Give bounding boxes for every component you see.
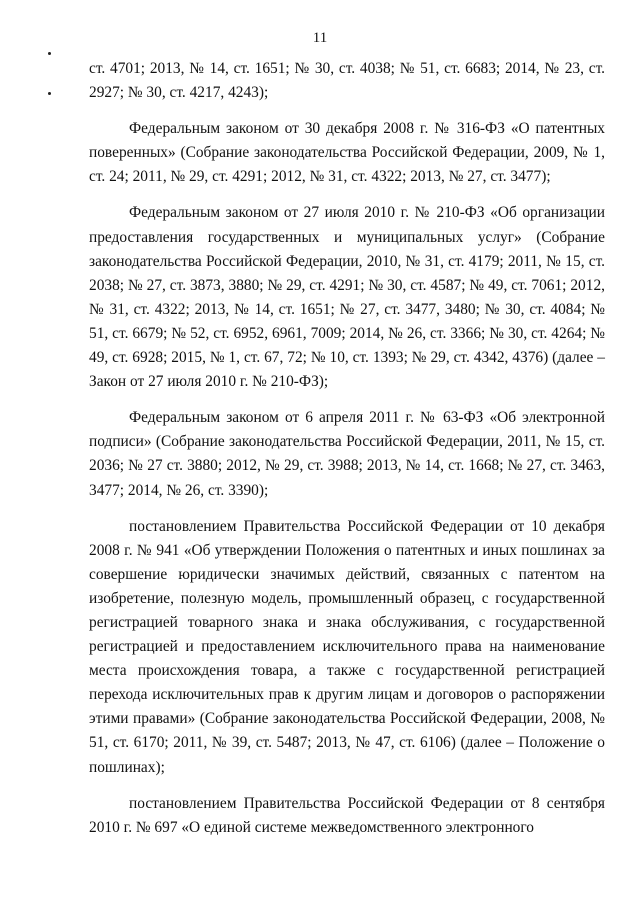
paragraph-law-316-fz: Федеральным законом от 30 декабря 2008 г. № 316-ФЗ «О патентных поверенных» (Собрание законодательства Российской Федерации, 2009, № 1, ст. 24; 2011, № 29, ст. 4291; 2012, № 31, ст. 4322; 2013, № 27, ст. 3477); <box>89 120 605 186</box>
paragraph-decree-941: постановлением Правительства Российской Федерации от 10 декабря 2008 г. № 941 «Об утверждении Положения о патентных и иных пошлинах за совершение юридически значимых действий, связанных с патентом на изобретение, полезную модель, промышленный образец, с государственной регистрацией товарного знака и знака обслуживания, с государственной регистрацией и предоставлением исключительного права на наименование места происхождения товара, а также с государственной регистрацией перехода исключительных прав к другим лицам и договоров о распоряжении этими правами» (Собрание законодательства Российской Федерации, 2008, № 51, ст. 6170; 2011, № 39, ст. 5487; 2013, № 47, ст. 6106) (далее – Положение о пошлинах); <box>89 517 605 776</box>
page-number: 11 <box>312 30 328 46</box>
paragraph-continuation: ст. 4701; 2013, № 14, ст. 1651; № 30, ст. 4038; № 51, ст. 6683; 2014, № 23, ст. 2927; № 30, ст. 4217, 4243); <box>89 60 605 102</box>
document-body <box>89 57 605 840</box>
paragraph-law-63-fz: Федеральным законом от 6 апреля 2011 г. № 63-ФЗ «Об электронной подписи» (Собрание законодательства Российской Федерации, 2011, № 15, ст. 2036; № 27 ст. 3880; 2012, № 29, ст. 3988; 2013, № 14, ст. 1668; № 27, ст. 3463, 3477; 2014, № 26, ст. 3390); <box>89 409 605 499</box>
scan-mark <box>48 92 51 95</box>
paragraph-law-210-fz: Федеральным законом от 27 июля 2010 г. № 210-ФЗ «Об организации предоставления государственных и муниципальных услуг» (Собрание законодательства Российской Федерации, 2010, № 31, ст. 4179; 2011, № 15, ст. 2038; № 27, ст. 3873, 3880; № 29, ст. 4291; № 30, ст. 4587; № 49, ст. 7061; 2012, № 31, ст. 4322; 2013, № 14, ст. 1651; № 27, ст. 3477, 3480; № 30, ст. 4084; № 51, ст. 6679; № 52, ст. 6952, 6961, 7009; 2014, № 26, ст. 3366; № 30, ст. 4264; № 49, ст. 6928; 2015, № 1, ст. 67, 72; № 10, ст. 1393; № 29, ст. 4342, 4376) (далее – Закон от 27 июля 2010 г. № 210-ФЗ); <box>89 204 605 391</box>
paragraph-decree-697: постановлением Правительства Российской Федерации от 8 сентября 2010 г. № 697 «О единой системе межведомственного электронного <box>89 794 605 836</box>
scan-mark <box>48 52 51 55</box>
